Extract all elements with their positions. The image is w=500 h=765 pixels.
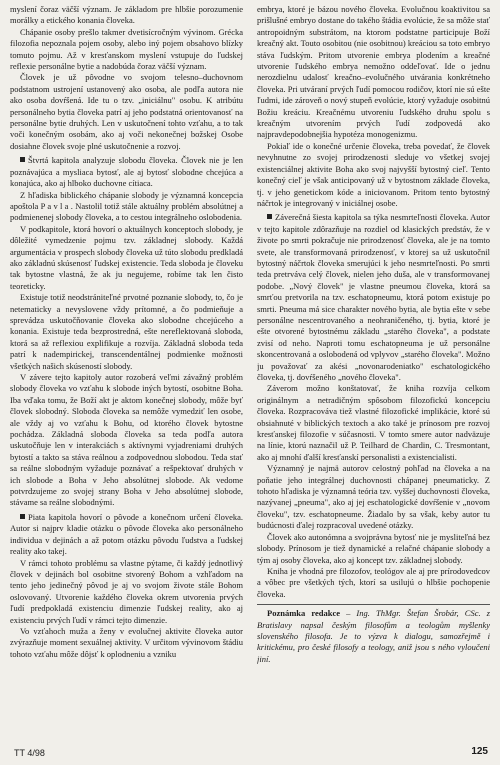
bullet-square-icon (20, 157, 25, 162)
note-label: Poznámka redakce (267, 608, 340, 619)
paragraph: Záverom možno konštatovať, že kniha rozvíja celkom originálnym a netradičným spôsobom filozofickú koncepciu človeka. Rozpracováva tiež vlastné filozofické implikácie, ktoré sú obsiahnuté v biblických textoch a ako také je prínosom pre rozvoj kresťanskej filozofie v súčasnosti. V tomto smere autor nadväzuje na línie, ktorú naznačil už P. Teilhard de Chardin, C. Tresmontant, ako aj mnohí ďalší kresťanskí personalisti a existencialisti. (257, 383, 490, 462)
paragraph: Človek ako autonómna a svojprávna bytosť nie je mysliteľná bez slobody. Prínosom je tiež dynamické a relačné chápanie slobody a tým aj osoby človeka, ako aj koncept tzv. základnej slobody. (257, 531, 490, 565)
editorial-note (257, 608, 490, 665)
paragraph: V podkapitole, ktorá hovorí o aktuálnych konceptoch slobody, je dôležité vymedzenie pojmu tzv. základnej slobody. Každá argumentácia v prospech slobody človeka už túto slobodu predkladá ako základnú skúsenosť ľudskej existencie. Teda sloboda je človeku tak bytostne vlastná, že ak ju negujeme, robíme tak len čisto teoreticky. (10, 223, 243, 291)
paragraph: Kniha je vhodná pre filozofov, teológov ale aj pre prírodovedcov a vôbec pre všetkých tých, ktorí sa usilujú o hlbšie pochopenie človeka. (257, 565, 490, 599)
paragraph: embrya, ktoré je bázou nového človeka. Evolučnou koaktivitou sa prišlušné embryo dostane do takého štádia evolúcie, že sa môže stať antropoidným substrátom, na ktorom podstatne participuje Boží kreačný akt. Touto osobitou (nie osobitnou) kreáciou sa toto embryo stáva ľudským. Pritom utvorenie embrya plodením a kreačné utvorenie ľudského embrya nemožno oddeľovať. Ide o jednu nerozdielnu udalosť kreačno–evolučného utvárania konkrétneho človeka. Pri utváraní prvých ľudí pomocou rodičov, ktorí nie sú ešte ľudmi, ide zároveň o nový stupeň evolúcie, ktorý vyžaduje osobitnú Božiu kreáciu. Kreačnému utvoreniu ľudského druhu spolu s kreačným utvorením prvých ľudí zodpovedá ako najpravdepodobnejšia hypotéza monogenizmu. (257, 4, 490, 140)
article-page (10, 4, 490, 744)
paragraph: V rámci tohoto problému sa vlastne pýtame, či každý jednotlivý človek v dejinách bol osobitne stvorený Bohom a vzhľadom na tento jeho jedinečný pôvod je aj vo svojom živote stále Bohom oslovovaný. Utvorenie každého človeka okrem utvorenia prvých ľudí predpokladá existenciu dimenzie ľudskej reality, ako aj existenciu prvých ľudí v rámci tejto dimenzie. (10, 557, 243, 625)
paragraph: Vo vzťahoch muža a ženy v evolučnej aktivite človeka autor zvýrazňuje moment sexuálnej aktivity. V určitom vývinovom štádiu tohoto vzťahu môže dôjsť k oplodneniu a vzniku (10, 625, 243, 659)
paragraph: V závere tejto kapitoly autor rozoberá veľmi závažný problém slobody človeka vo vzťahu k slobode iných bytostí, osobitne Boha. Iba vďaka tomu, že Boží akt je aktom konečnej slobody, môže byť človek slobodný. Sloboda človeka sa nemôže vymedziť len osobe, ale vždy aj vo vzťahu k Bohu, od ktorého človek bytostne pochádza. Základná sloboda človeka sa teda podľa autora uskutočňuje len v interakciách s aktívnymi vyjadreniami druhých bytostí a takto sa stáva reálnou a zodpovednou slobodou. Teda stať sa reálne slobodným vyžaduje poznávať a rešpektovať druhých v ich slobode a Boha v Jeho absolútnej slobode. Ak vedome potvrdzujeme zo svojej strany Boha v Jeho absolútnej slobode, stávame sa reálne slobodnými. (10, 372, 243, 508)
section-paragraph: Štvrtá kapitola analyzuje slobodu človeka. Človek nie je len poznávajúca a mysliaca bytosť, ale aj bytosť slobodne chcejúca a konajúca, ako aj hlboko duchovne cítiaca. (10, 155, 243, 189)
bullet-square-icon (267, 214, 272, 219)
page-number: 125 (471, 746, 488, 757)
divider (257, 604, 490, 605)
paragraph: Významný je najmä autorov celostný pohľad na človeka a na poňatie jeho integrálnej duchovnosti chápanej pneumaticky. Z tohoto hľadiska je významná teória tzv. vyššej duchovnosti človeka, nazývanej „pneuma", ako aj jej eschatologické dovŕšenie v „novom človeku", tzv. eschatopneume. Žiadalo by sa však, keby autor tu budúcnosti ďalej rozpracoval uvedené otázky. (257, 463, 490, 531)
note-text: – Ing. ThMgr. Štefan Šrobár, CSc. z Bratislavy napsal českým filosofům a teologům myšlenky slovenského filosofa. Je to výzva k dialogu, samozřejmě i kritickému, pro české filosofy a teology, aniž jsou s ného vyloučeni jiní. (257, 608, 490, 664)
issue-label: TT 4/98 (14, 748, 45, 758)
paragraph: Človek je už pôvodne vo svojom telesno–duchovnom podstatnom ustrojení ustanovený ako osoba, ale podľa autora nie ako osoba dovŕšená. Ide tu o tzv. „iniciálnu" osobu. K atribútu personálneho bytia človeka patrí aj jeho podstatná orientovanosť na personálne bytie druhých. Len v uskutočnení tohto vzťahu, a to tak voči konečným osobám, ako aj voči nekonečnej božskej Osobe dosiahne človek svoje plné uskutočnenie a rozvoj. (10, 72, 243, 151)
right-column (257, 4, 490, 744)
paragraph: Pokiaľ ide o konečné určenie človeka, treba povedať, že človek nevyhnutne zo svojej prirodzenosti sleduje vo všetkej svojej existenciálnej aktivite Boha ako svoj najvyšší bytostný cieľ. Tento konečný cieľ je však anticipovaný už v bytostnom základe človeka, tj. v jeho genetickom kóde a iniciovanom. Pritom tento bytostný náčrtok je integrovaný v iniciálnej osobe. (257, 140, 490, 208)
bullet-square-icon (20, 514, 25, 519)
paragraph: Chápanie osoby prešlo takmer dvetisícročným vývinom. Grécka filozofia nepoznala pojem osoby, alebo iný pojem obsahovo blízky tomuto pojmu. Až v kresťanskom myslení vstupuje do ľudskej reflexie personálne bytie a nadobúda čoraz väčší význam. (10, 26, 243, 72)
left-column (10, 4, 243, 744)
section-paragraph: Záverečná šiesta kapitola sa týka nesmrteľnosti človeka. Autor v tejto kapitole zdôrazňuje na rozdiel od klasických predstáv, že v živote po smrti pokračuje nie prirodzenosť človeka, ale je na tomto svete, ale transformovaná prirodzenosť, v ktorej sa už uskutočnil bytostný náčrtok človeka smerujúci k jeho nesmrteľnosti. Po smrti teda pretrváva celý človek, nielen jeho duša, ale v transformovanej podobe. „Nový človek" je vlastne pneumou človeka, ktorá sa smrťou pretvorila na tzv. eschatopneumu, ktorá potom existuje po smrti. Pneuma má sice charakter nového bytia, ale bytia ešte v sebe personálne nescentrovaného a neohraničeného, tj. bytia, ktoré je ešte otvorené bytostnému základu „starého človeka", a podstate zvisí od neho. Naproti tomu eschatopneuma je už personálne skoncentrovaná a oslobodená od vplyvov „starého človeka". Možno ju považovať za akési „novonarodeniatko" eschatologického človeka, tj. dovŕšeného „nového človeka". (257, 212, 490, 382)
paragraph: myslení čoraz väčší význam. Je základom pre hlbšie porozumenie morálky a etického konania človeka. (10, 4, 243, 26)
section-paragraph: Piata kapitola hovorí o pôvode a konečnom určení človeka. Autor si najprv kladie otázku o pôvode človeka ako personálneho individua v dejinách a až potom otázku pôvodu ľudstva a ľudskej reality ako takej. (10, 511, 243, 557)
paragraph: Existuje totiž neodstrániteľné prvotné poznanie slobody, to, čo je netematicky a nevyslovene vždy prítomné, a čo podmieňuje a sprevádza uskutočňovanie človeka ako slobodne chcejúceho a konania. Existuje teda bezprostredná, ešte nereflektovaná sloboda, ktorá sa až reflexiou explifikuje a rozvíja. Základná sloboda teda patrí k nadempirickej, transcendentálnej podmienke možnosti všetkých našich skúseností slobody. (10, 292, 243, 371)
paragraph: Z hľadiska biblického chápanie slobody je významná koncepcia apoštola P a v l a . Nastolil totiž stále aktuálny problém absolútnej a podmienenej slobody človeka, a to cestou integrálneho oslobodenia. (10, 189, 243, 223)
